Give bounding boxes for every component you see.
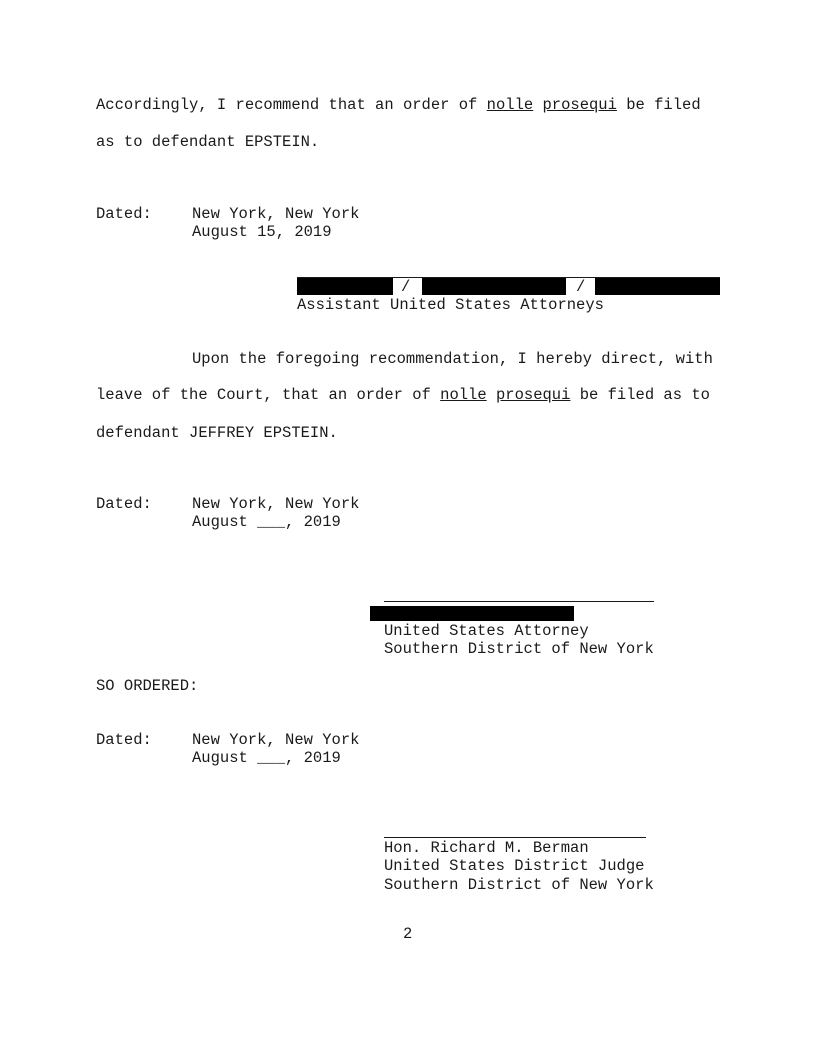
redaction-box: [422, 278, 566, 295]
signature-line: [384, 601, 654, 602]
paragraph-1-line-2: as to defendant EPSTEIN.: [96, 133, 320, 151]
dated-place: New York, New York: [192, 731, 360, 749]
page-number: 2: [403, 925, 413, 943]
dated-place: New York, New York: [192, 495, 360, 513]
paragraph-2-line-3: defendant JEFFREY EPSTEIN.: [96, 424, 338, 442]
so-ordered-heading: SO ORDERED:: [96, 677, 199, 695]
judge-name: Hon. Richard M. Berman: [384, 839, 589, 857]
ausa-caption: Assistant United States Attorneys: [297, 296, 604, 314]
signature-line: [384, 837, 646, 838]
redaction-box: [297, 278, 393, 295]
term-nolle: nolle: [440, 386, 487, 404]
dated-date: August 15, 2019: [192, 223, 332, 241]
dated-place: New York, New York: [192, 205, 360, 223]
redaction-box: [370, 606, 574, 621]
us-attorney-title: United States Attorney: [384, 622, 589, 640]
signature-separator: /: [401, 278, 411, 296]
judge-district: Southern District of New York: [384, 876, 654, 894]
dated-label: Dated:: [96, 495, 152, 513]
paragraph-2-line-1: Upon the foregoing recommendation, I hereby direct, with: [192, 350, 713, 368]
term-prosequi: prosequi: [542, 96, 617, 114]
dated-label: Dated:: [96, 205, 152, 223]
term-prosequi: prosequi: [495, 386, 571, 404]
dated-label: Dated:: [96, 731, 152, 749]
dated-date: August ___, 2019: [192, 749, 341, 767]
paragraph-2-line-2: leave of the Court, that an order of nolle prosequi be filed as to: [96, 386, 710, 404]
judge-title: United States District Judge: [384, 857, 645, 875]
signature-separator: /: [576, 278, 586, 296]
us-attorney-district: Southern District of New York: [384, 640, 654, 658]
term-nolle: nolle: [486, 96, 534, 114]
redaction-box: [595, 278, 720, 295]
dated-date: August ___, 2019: [192, 513, 341, 531]
paragraph-1-line-1: Accordingly, I recommend that an order of nolle prosequi be filed: [96, 96, 701, 114]
